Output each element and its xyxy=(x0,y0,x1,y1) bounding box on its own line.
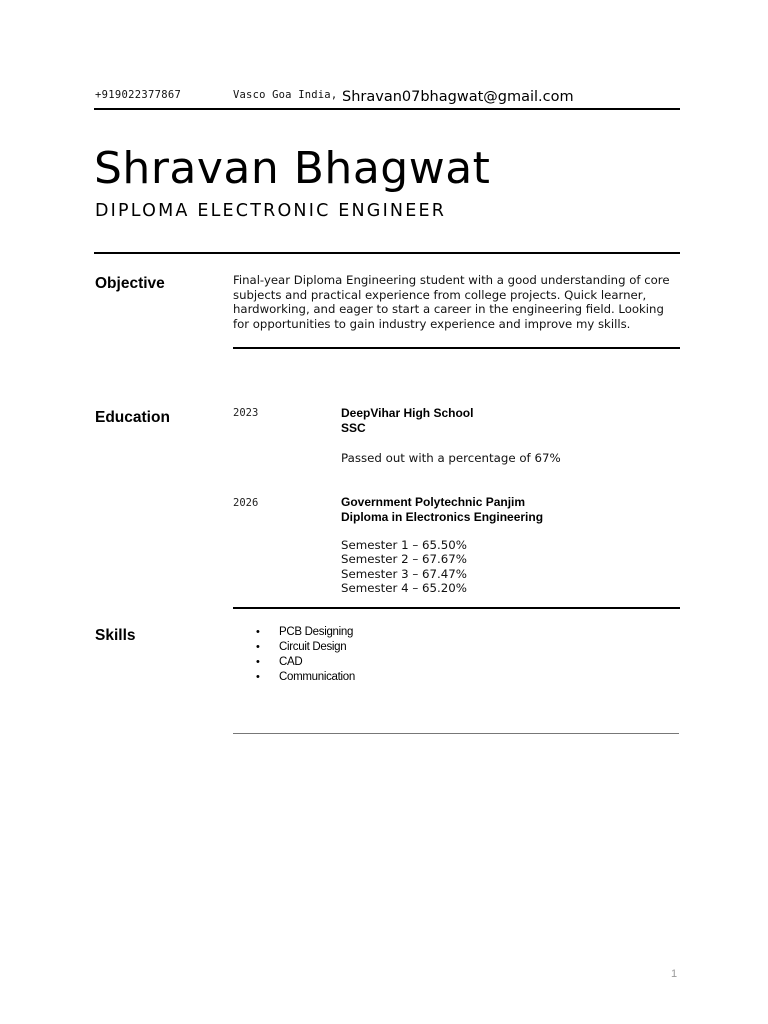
objective-heading: Objective xyxy=(95,275,165,292)
education-institution: DeepVihar High School xyxy=(341,406,474,420)
semester-result: Semester 4 – 65.20% xyxy=(341,581,468,595)
semester-result: Semester 3 – 67.47% xyxy=(341,567,468,581)
bullet-icon: • xyxy=(256,626,260,638)
skill-label: PCB Designing xyxy=(279,626,354,638)
contact-phone: +919022377867 xyxy=(95,89,182,101)
skill-label: Circuit Design xyxy=(279,641,347,653)
skill-label: Communication xyxy=(279,671,355,683)
objective-text: Final-year Diploma Engineering student with a good understanding of core subjects and practical experience from college projects. Quick learner, hardworking, and eager to start a career in the engineering field. Looking for opportunities to gain industry experience and improve my skills. xyxy=(233,273,670,331)
education-institution: Government Polytechnic Panjim xyxy=(341,495,526,509)
education-detail: Passed out with a percentage of 67% xyxy=(341,451,561,465)
skill-item xyxy=(250,640,355,655)
objective-divider xyxy=(233,347,680,349)
skills-divider xyxy=(233,733,679,734)
candidate-name: Shravan Bhagwat xyxy=(94,143,491,194)
bullet-icon: • xyxy=(256,671,260,683)
skill-item xyxy=(250,625,355,640)
skill-label: CAD xyxy=(279,656,303,668)
education-divider xyxy=(233,607,680,609)
candidate-title: DIPLOMA ELECTRONIC ENGINEER xyxy=(95,201,447,221)
skill-item xyxy=(250,655,355,670)
semester-result: Semester 2 – 67.67% xyxy=(341,552,468,566)
education-year: 2023 xyxy=(233,407,259,419)
skill-item xyxy=(250,670,355,685)
skills-heading: Skills xyxy=(95,627,136,644)
education-qualification: SSC xyxy=(341,421,366,435)
skills-list xyxy=(250,625,355,685)
header-divider xyxy=(94,108,680,110)
education-year: 2026 xyxy=(233,497,259,509)
page-number: 1 xyxy=(671,968,678,980)
semester-result: Semester 1 – 65.50% xyxy=(341,538,468,552)
name-divider xyxy=(94,252,680,254)
contact-email: Shravan07bhagwat@gmail.com xyxy=(342,89,574,105)
bullet-icon: • xyxy=(256,641,260,653)
bullet-icon: • xyxy=(256,656,260,668)
education-qualification: Diploma in Electronics Engineering xyxy=(341,510,544,524)
contact-location: Vasco Goa India, xyxy=(233,89,338,101)
education-heading: Education xyxy=(95,409,170,426)
